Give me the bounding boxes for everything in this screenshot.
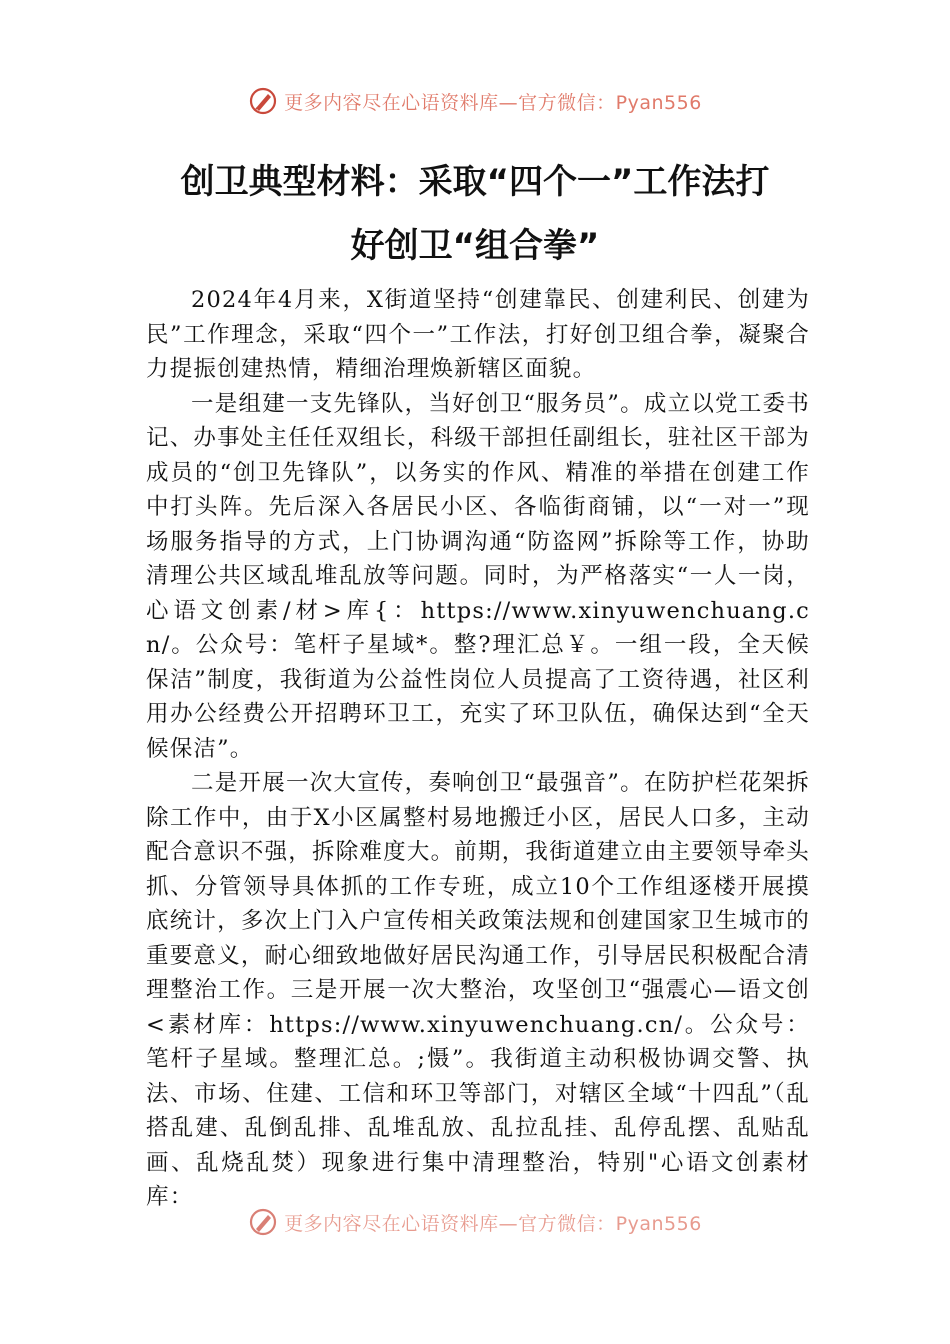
watermark-header-inner [248,86,702,116]
document-title [140,150,810,278]
watermark-footer-text: 更多内容尽在心语资料库—官方微信：Pyan556 [284,1212,702,1235]
title-line-1: 创卫典型材料：采取“四个一”工作法打 [180,162,770,202]
watermark-header [0,86,950,122]
document-body [146,283,810,1215]
pen-logo-icon [248,1207,278,1237]
watermark-footer-inner [248,1207,702,1237]
paragraph-vanguard: 一是组建一支先锋队，当好创卫“服务员”。成立以党工委书记、办事处主任任双组长，科级干部担任副组长，驻社区干部为成员的“创卫先锋队”，以务实的作风、精准的举措在创建工作中打头阵。先后深入各居民小区、各临街商铺，以“一对一”现场服务指导的方式，上门协调沟通“防盗网”拆除等工作，协助清理公共区域乱堆乱放等问题。同时，为严格落实“一人一岗，心语文创素/材>库{：https://www.xinyuwenchuang.cn/。公众号：笔杆子星域*。整?理汇总￥。一组一段，全天候保洁”制度，我街道为公益性岗位人员提高了工资待遇，社区利用办公经费公开招聘环卫工，充实了环卫队伍，确保达到“全天候保洁”。 [146,390,810,762]
paragraph-publicity: 二是开展一次大宣传，奏响创卫“最强音”。在防护栏花架拆除工作中，由于X小区属整村易地搬迁小区，居民人口多，主动配合意识不强，拆除难度大。前期，我街道建立由主要领导牵头抓、分管领导具体抓的工作专班，成立10个工作组逐楼开展摸底统计，多次上门入户宣传相关政策法规和创建国家卫生城市的重要意义，耐心细致地做好居民沟通工作，引导居民积极配合清理整治工作。三是开展一次大整治，攻坚创卫“强震心—语文创<素材库：https://www.xinyuwenchuang.cn/。公众号：笔杆子星域。整理汇总。;慑”。我街道主动积极协调交警、执法、市场、住建、工信和环卫等部门，对辖区全域“十四乱”（乱搭乱建、乱倒乱排、乱堆乱放、乱拉乱挂、乱停乱摆、乱贴乱画、乱烧乱焚）现象进行集中清理整治，特别"心语文创素材库： [146,770,810,1210]
paragraph-intro: 2024年4月来，X街道坚持“创建靠民、创建利民、创建为民”工作理念，采取“四个一”工作法，打好创卫组合拳，凝聚合力提振创建热情，精细治理焕新辖区面貌。 [146,287,810,382]
watermark-header-text: 更多内容尽在心语资料库—官方微信：Pyan556 [284,91,702,114]
pen-logo-icon [248,86,278,116]
watermark-footer [0,1207,950,1237]
title-line-2: 好创卫“组合拳” [350,226,600,266]
